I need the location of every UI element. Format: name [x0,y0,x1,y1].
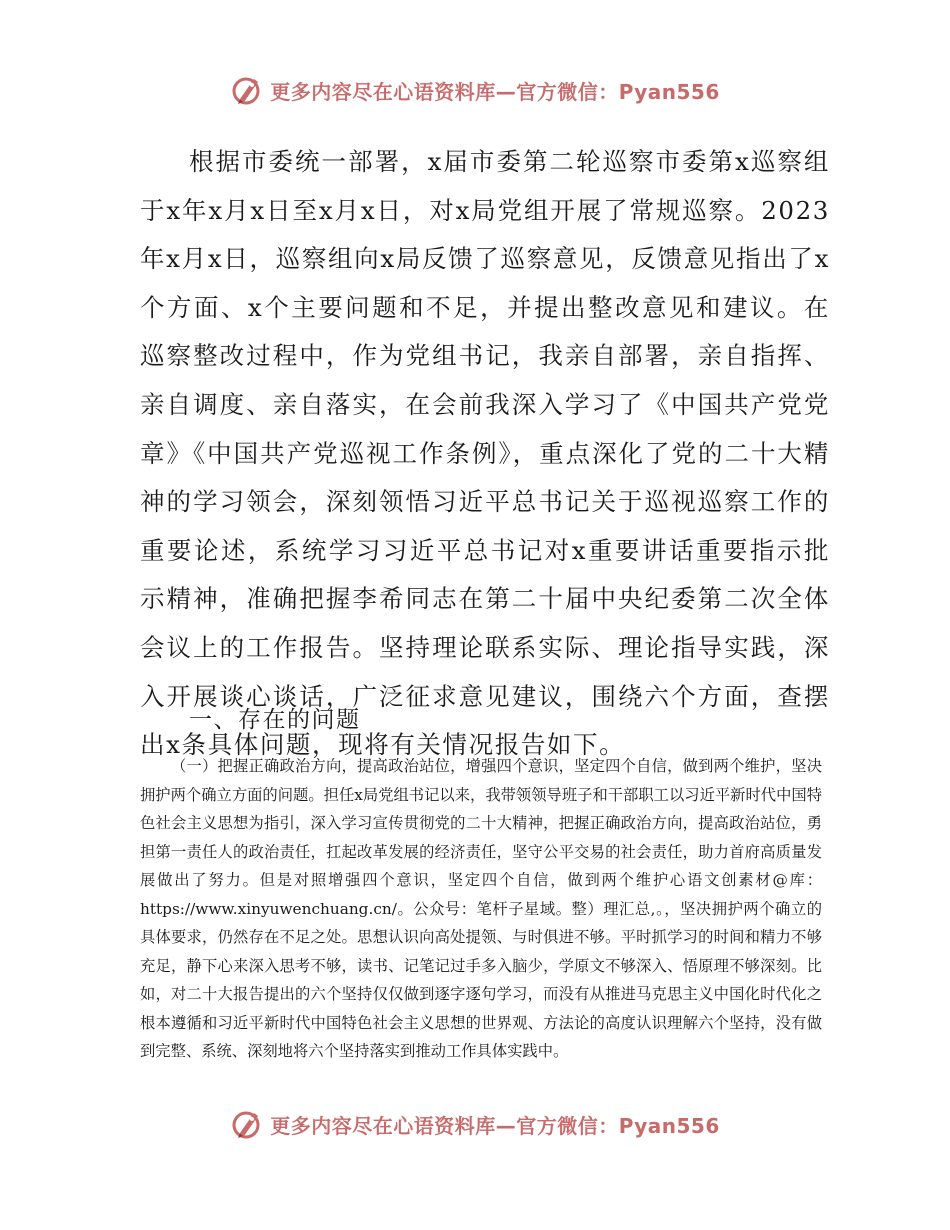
pen-logo-icon [230,1107,264,1141]
footer-banner [0,1104,950,1144]
lead-paragraph: 根据市委统一部署，x届市委第二轮巡察市委第x巡察组于x年x月x日至x月x日，对x局党组开展了常规巡察。2023年x月x日，巡察组向x局反馈了巡察意见，反馈意见指出了x个方面、x个主要问题和不足，并提出整改意见和建议。在巡察整改过程中，作为党组书记，我亲自部署，亲自指挥、亲自调度、亲自落实，在会前我深入学习了《中国共产党党章》《中国共产党巡视工作条例》，重点深化了党的二十大精神的学习领会，深刻领悟习近平总书记关于巡视巡察工作的重要论述，系统学习习近平总书记对x重要讲话重要指示批示精神，准确把握李希同志在第二十届中央纪委第二次全体会议上的工作报告。坚持理论联系实际、理论指导实践，深入开展谈心谈话，广泛征求意见建议，围绕六个方面，查摆出x条具体问题，现将有关情况报告如下。 [140,147,830,760]
section-paragraph: （一）把握正确政治方向，提高政治站位，增强四个意识，坚定四个自信，做到两个维护，坚决拥护两个确立方面的问题。担任x局党组书记以来，我带领领导班子和干部职工以习近平新时代中国特色社会主义思想为指引，深入学习宣传贯彻党的二十大精神，把握正确政治方向，提高政治站位，勇担第一责任人的政治责任，扛起改革发展的经济责任，坚守公平交易的社会责任，助力首府高质量发展做出了努力。但是对照增强四个意识，坚定四个自信，做到两个维护心语文创素材@库：https://www.xinyuwenchuang.cn/。公众号：笔杆子星域。整）理汇总,。，坚决拥护两个确立的具体要求，仍然存在不足之处。思想认识向高处提领、与时俱进不够。平时抓学习的时间和精力不够充足，静下心来深入思考不够，读书、记笔记过手多入脑少，学原文不够深入、悟原理不够深刻。比如，对二十大报告提出的六个坚持仅仅做到逐字逐句学习，而没有从推进马克思主义中国化时代化之根本遵循和习近平新时代中国特色社会主义思想的世界观、方法论的高度认识理解六个坚持，没有做到完整、系统、深刻地将六个坚持落实到推动工作具体实践中。 [140,757,822,1060]
banner-text: 更多内容尽在心语资料库—官方微信：Pyan556 [270,1113,720,1138]
header-banner [0,70,950,110]
pen-logo-icon [230,73,264,107]
banner-text: 更多内容尽在心语资料库—官方微信：Pyan556 [270,79,720,104]
section-heading: 一、存在的问题 [189,707,361,733]
